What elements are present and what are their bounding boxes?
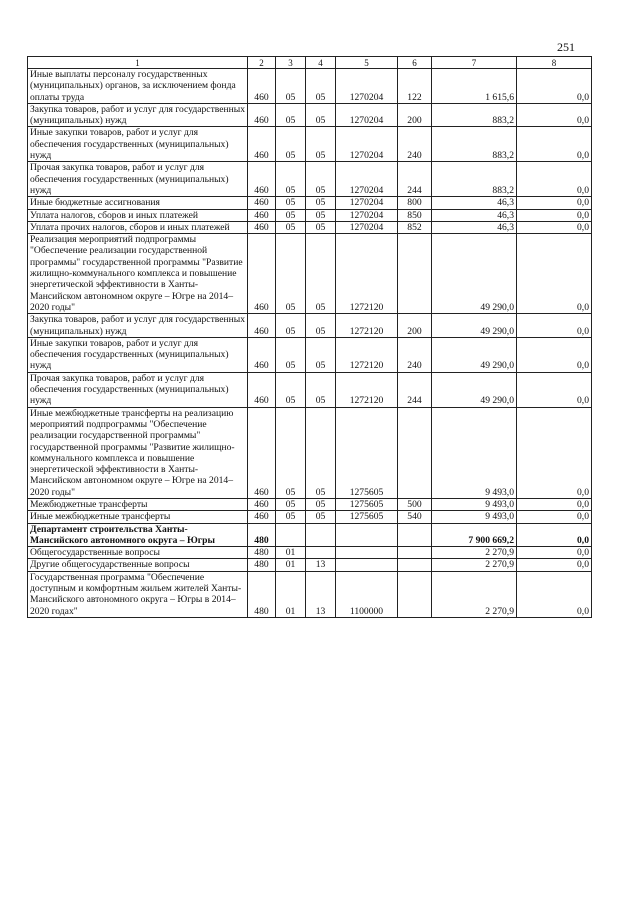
cell-section: 05	[276, 69, 306, 104]
cell-expense-type: 200	[398, 103, 432, 127]
cell-section: 05	[276, 103, 306, 127]
cell-amount: 883,2	[432, 162, 517, 197]
cell-ministry-code: 460	[248, 337, 276, 372]
cell-target-article: 1275605	[336, 498, 398, 510]
cell-amount: 46,3	[432, 197, 517, 209]
cell-ministry-code: 460	[248, 127, 276, 162]
cell-ministry-code: 480	[248, 571, 276, 617]
cell-section: 05	[276, 234, 306, 314]
header-cell-6: 6	[398, 57, 432, 69]
header-cell-5: 5	[336, 57, 398, 69]
cell-ministry-code: 460	[248, 511, 276, 523]
cell-name: Прочая закупка товаров, работ и услуг для обеспечения государственных (муниципальных) нужд	[28, 162, 248, 197]
cell-federal-amount: 0,0	[517, 221, 592, 233]
cell-expense-type: 240	[398, 127, 432, 162]
cell-federal-amount: 0,0	[517, 69, 592, 104]
cell-section: 01	[276, 547, 306, 559]
table-row	[28, 221, 592, 233]
cell-subsection: 05	[306, 234, 336, 314]
cell-federal-amount: 0,0	[517, 234, 592, 314]
cell-subsection: 05	[306, 162, 336, 197]
cell-federal-amount: 0,0	[517, 407, 592, 498]
cell-section: 05	[276, 337, 306, 372]
cell-target-article	[336, 523, 398, 547]
cell-target-article: 1100000	[336, 571, 398, 617]
cell-amount: 9 493,0	[432, 407, 517, 498]
cell-subsection: 05	[306, 511, 336, 523]
cell-section: 05	[276, 407, 306, 498]
cell-name: Иные межбюджетные трансферты	[28, 511, 248, 523]
cell-name: Прочая закупка товаров, работ и услуг для обеспечения государственных (муниципальных) нужд	[28, 372, 248, 407]
table-row	[28, 337, 592, 372]
cell-target-article: 1272120	[336, 372, 398, 407]
cell-target-article: 1272120	[336, 234, 398, 314]
cell-subsection	[306, 523, 336, 547]
cell-expense-type	[398, 559, 432, 571]
cell-amount: 46,3	[432, 209, 517, 221]
cell-ministry-code: 460	[248, 314, 276, 338]
cell-federal-amount: 0,0	[517, 498, 592, 510]
cell-amount: 9 493,0	[432, 498, 517, 510]
cell-federal-amount: 0,0	[517, 547, 592, 559]
cell-expense-type: 800	[398, 197, 432, 209]
cell-amount: 1 615,6	[432, 69, 517, 104]
cell-amount: 49 290,0	[432, 372, 517, 407]
cell-federal-amount: 0,0	[517, 197, 592, 209]
cell-section: 05	[276, 221, 306, 233]
header-cell-2: 2	[248, 57, 276, 69]
cell-target-article	[336, 559, 398, 571]
cell-name: Иные межбюджетные трансферты на реализацию мероприятий подпрограммы "Обеспечение реализации государственной программы" государственной программы "Развитие жилищно-коммунального комплекса и повышение энергетической эффективности в Ханты-Мансийском автономном округе – Югре на 2014–2020 годы"	[28, 407, 248, 498]
cell-name: Общегосударственные вопросы	[28, 547, 248, 559]
cell-target-article: 1270204	[336, 127, 398, 162]
cell-name: Уплата прочих налогов, сборов и иных платежей	[28, 221, 248, 233]
cell-subsection: 05	[306, 407, 336, 498]
cell-expense-type	[398, 407, 432, 498]
cell-name: Уплата налогов, сборов и иных платежей	[28, 209, 248, 221]
cell-name: Межбюджетные трансферты	[28, 498, 248, 510]
cell-subsection: 05	[306, 498, 336, 510]
cell-ministry-code: 460	[248, 69, 276, 104]
cell-expense-type	[398, 234, 432, 314]
header-cell-1: 1	[28, 57, 248, 69]
table-row	[28, 209, 592, 221]
cell-target-article: 1270204	[336, 221, 398, 233]
cell-ministry-code: 480	[248, 523, 276, 547]
cell-ministry-code: 460	[248, 209, 276, 221]
cell-subsection: 05	[306, 103, 336, 127]
cell-expense-type: 852	[398, 221, 432, 233]
cell-section: 05	[276, 197, 306, 209]
cell-subsection: 05	[306, 69, 336, 104]
cell-federal-amount: 0,0	[517, 511, 592, 523]
cell-target-article	[336, 547, 398, 559]
cell-subsection: 05	[306, 337, 336, 372]
table-row	[28, 69, 592, 104]
page-number: 251	[557, 40, 575, 54]
table-row	[28, 197, 592, 209]
cell-section	[276, 523, 306, 547]
cell-name: Департамент строительства Ханты-Мансийского автономного округа – Югры	[28, 523, 248, 547]
cell-amount: 49 290,0	[432, 314, 517, 338]
cell-federal-amount: 0,0	[517, 162, 592, 197]
cell-target-article: 1272120	[336, 337, 398, 372]
cell-name: Закупка товаров, работ и услуг для государственных (муниципальных) нужд	[28, 103, 248, 127]
cell-ministry-code: 460	[248, 498, 276, 510]
cell-expense-type	[398, 523, 432, 547]
cell-section: 05	[276, 372, 306, 407]
cell-section: 05	[276, 314, 306, 338]
cell-section: 05	[276, 209, 306, 221]
table-row	[28, 162, 592, 197]
cell-section: 05	[276, 511, 306, 523]
table-row	[28, 314, 592, 338]
cell-name: Другие общегосударственные вопросы	[28, 559, 248, 571]
cell-ministry-code: 460	[248, 372, 276, 407]
cell-ministry-code: 460	[248, 103, 276, 127]
cell-name: Закупка товаров, работ и услуг для государственных (муниципальных) нужд	[28, 314, 248, 338]
cell-subsection: 05	[306, 314, 336, 338]
cell-federal-amount: 0,0	[517, 209, 592, 221]
cell-subsection: 13	[306, 571, 336, 617]
cell-amount: 49 290,0	[432, 337, 517, 372]
cell-target-article: 1270204	[336, 69, 398, 104]
cell-section: 05	[276, 162, 306, 197]
cell-federal-amount: 0,0	[517, 103, 592, 127]
cell-ministry-code: 480	[248, 547, 276, 559]
table-row	[28, 571, 592, 617]
cell-federal-amount: 0,0	[517, 523, 592, 547]
cell-target-article: 1270204	[336, 197, 398, 209]
cell-section: 01	[276, 571, 306, 617]
cell-ministry-code: 460	[248, 407, 276, 498]
cell-expense-type: 240	[398, 337, 432, 372]
table-row	[28, 547, 592, 559]
table-row	[28, 523, 592, 547]
cell-target-article: 1270204	[336, 162, 398, 197]
cell-name: Государственная программа "Обеспечение доступным и комфортным жильем жителей Ханты-Мансийского автономного округа – Югры в 2014–2020 годах"	[28, 571, 248, 617]
cell-subsection: 05	[306, 221, 336, 233]
cell-federal-amount: 0,0	[517, 337, 592, 372]
cell-target-article: 1270204	[336, 103, 398, 127]
cell-amount: 46,3	[432, 221, 517, 233]
cell-name: Иные бюджетные ассигнования	[28, 197, 248, 209]
cell-amount: 2 270,9	[432, 559, 517, 571]
cell-expense-type: 244	[398, 162, 432, 197]
cell-federal-amount: 0,0	[517, 314, 592, 338]
cell-amount: 2 270,9	[432, 547, 517, 559]
cell-expense-type: 850	[398, 209, 432, 221]
table-body	[28, 69, 592, 618]
cell-expense-type: 540	[398, 511, 432, 523]
cell-federal-amount: 0,0	[517, 571, 592, 617]
cell-expense-type: 244	[398, 372, 432, 407]
budget-table	[27, 56, 592, 618]
cell-subsection: 05	[306, 127, 336, 162]
cell-amount: 49 290,0	[432, 234, 517, 314]
header-cell-4: 4	[306, 57, 336, 69]
header-cell-3: 3	[276, 57, 306, 69]
cell-expense-type: 200	[398, 314, 432, 338]
cell-federal-amount: 0,0	[517, 127, 592, 162]
cell-name: Иные закупки товаров, работ и услуг для обеспечения государственных (муниципальных) нужд	[28, 127, 248, 162]
cell-name: Реализация мероприятий подпрограммы "Обеспечение реализации государственной программы" государственной программы "Развитие жилищно-коммунального комплекса и повышение энергетической эффективности в Ханты-Мансийском автономном округе – Югре на 2014–2020 годы"	[28, 234, 248, 314]
cell-expense-type: 122	[398, 69, 432, 104]
cell-ministry-code: 460	[248, 197, 276, 209]
cell-subsection: 05	[306, 372, 336, 407]
table-row	[28, 372, 592, 407]
cell-ministry-code: 460	[248, 234, 276, 314]
cell-name: Иные выплаты персоналу государственных (муниципальных) органов, за исключением фонда оплаты труда	[28, 69, 248, 104]
cell-amount: 883,2	[432, 127, 517, 162]
table-row	[28, 498, 592, 510]
table-row	[28, 127, 592, 162]
header-cell-7: 7	[432, 57, 517, 69]
header-cell-8: 8	[517, 57, 592, 69]
cell-ministry-code: 460	[248, 162, 276, 197]
cell-subsection: 05	[306, 209, 336, 221]
cell-ministry-code: 460	[248, 221, 276, 233]
cell-federal-amount: 0,0	[517, 372, 592, 407]
table-row	[28, 407, 592, 498]
cell-target-article: 1275605	[336, 407, 398, 498]
cell-amount: 883,2	[432, 103, 517, 127]
cell-amount: 9 493,0	[432, 511, 517, 523]
cell-subsection: 13	[306, 559, 336, 571]
cell-target-article: 1275605	[336, 511, 398, 523]
cell-federal-amount: 0,0	[517, 559, 592, 571]
cell-section: 01	[276, 559, 306, 571]
cell-subsection	[306, 547, 336, 559]
header-row	[28, 57, 592, 69]
cell-name: Иные закупки товаров, работ и услуг для обеспечения государственных (муниципальных) нужд	[28, 337, 248, 372]
cell-subsection: 05	[306, 197, 336, 209]
cell-ministry-code: 480	[248, 559, 276, 571]
cell-section: 05	[276, 127, 306, 162]
table-row	[28, 511, 592, 523]
cell-amount: 2 270,9	[432, 571, 517, 617]
cell-section: 05	[276, 498, 306, 510]
cell-target-article: 1270204	[336, 209, 398, 221]
table-row	[28, 103, 592, 127]
table-row	[28, 559, 592, 571]
cell-expense-type: 500	[398, 498, 432, 510]
cell-amount: 7 900 669,2	[432, 523, 517, 547]
cell-target-article: 1272120	[336, 314, 398, 338]
cell-expense-type	[398, 547, 432, 559]
table-row	[28, 234, 592, 314]
cell-expense-type	[398, 571, 432, 617]
